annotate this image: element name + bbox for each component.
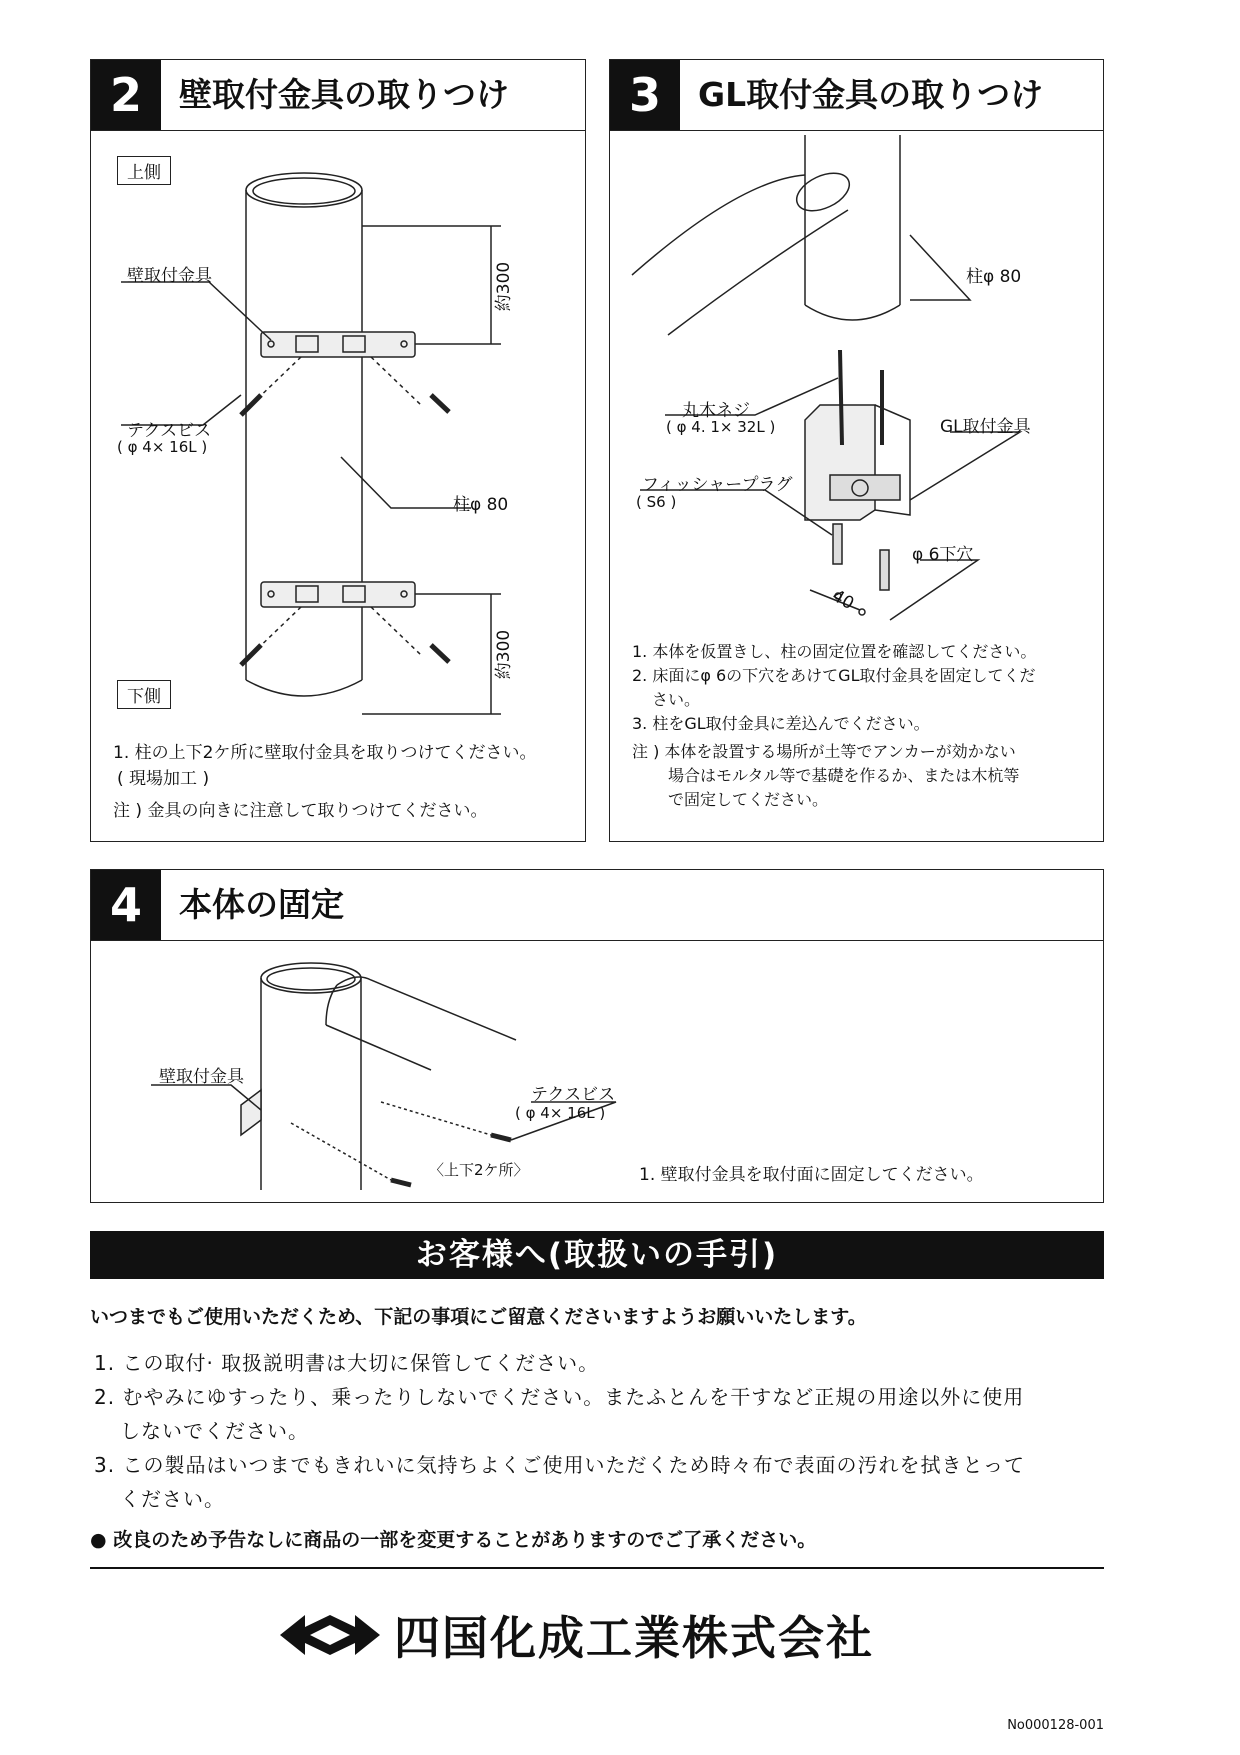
fischer-plug-spec: ( S6 ) xyxy=(636,493,677,511)
section-2-title: 壁取付金具の取りつけ xyxy=(179,75,509,114)
bottom-side-label: 下側 xyxy=(117,680,171,709)
post-diameter-label: 柱φ 80 xyxy=(453,495,509,515)
two-places-label: 〈上下2ケ所〉 xyxy=(429,1161,529,1179)
pilot-hole-label: φ 6下穴 xyxy=(912,545,974,565)
wall-bracket-label: 壁取付金具 xyxy=(159,1067,244,1087)
section-3-panel xyxy=(609,59,1104,842)
section-2-number: 2 xyxy=(91,60,161,130)
wall-bracket-label: 壁取付金具 xyxy=(127,266,212,286)
section-3-number: 3 xyxy=(610,60,680,130)
section-2-step-1: 1. 柱の上下2ケ所に壁取付金具を取りつけてください。 xyxy=(113,743,537,763)
tek-screw-spec: ( φ 4× 16L ) xyxy=(117,438,208,456)
wood-screw-spec: ( φ 4. 1× 32L ) xyxy=(666,418,776,436)
section-3-step-3: 3. 柱をGL取付金具に差込んでください。 xyxy=(632,714,930,733)
improvement-warning: ● 改良のため予告なしに商品の一部を変更することがありますのでご了承ください。 xyxy=(90,1529,817,1551)
customer-intro: いつまでもご使用いただくため、下記の事項にご留意くださいますようお願いいたします。 xyxy=(90,1306,867,1328)
section-4-step-1: 1. 壁取付金具を取付面に固定してください。 xyxy=(639,1165,984,1185)
divider xyxy=(90,1567,1104,1569)
post-diameter-label: 柱φ 80 xyxy=(966,267,1022,287)
body-fixing-diagram xyxy=(91,870,1105,1204)
tek-screw-label: テクスビス xyxy=(127,421,212,441)
customer-guide-banner: お客様へ(取扱いの手引) xyxy=(90,1231,1104,1279)
bottom-dimension-label: 約300 xyxy=(494,629,515,680)
section-3-title: GL取付金具の取りつけ xyxy=(698,75,1044,114)
section-4-title: 本体の固定 xyxy=(179,885,344,924)
section-3-note-3: で固定してください。 xyxy=(668,790,829,809)
top-dimension-label: 約300 xyxy=(494,261,515,312)
section-2-note: 注 ) 金具の向きに注意して取りつけてください。 xyxy=(113,801,488,821)
section-2-panel xyxy=(90,59,586,842)
top-side-label: 上側 xyxy=(117,156,171,185)
customer-notes xyxy=(94,1346,1104,1516)
customer-note-3b: ください。 xyxy=(120,1487,225,1511)
wood-screw-label: 丸木ネジ xyxy=(682,401,750,421)
tek-screw-spec: ( φ 4× 16L ) xyxy=(515,1104,606,1122)
spacing-dimension-label: 40 xyxy=(828,585,858,615)
section-3-note-1: 注 ) 本体を設置する場所が土等でアンカーが効かない xyxy=(632,742,1016,761)
customer-note-2: 2. むやみにゆすったり、乗ったりしないでください。またふとんを干すなど正規の用途以外に使用 xyxy=(94,1385,1025,1409)
company-block xyxy=(280,1605,874,1665)
section-3-step-2b: さい。 xyxy=(652,690,701,709)
section-2-step-1b: ( 現場加工 ) xyxy=(117,769,210,789)
fischer-plug-label: フィッシャープラグ xyxy=(642,475,793,495)
shikoku-logo-icon xyxy=(280,1610,380,1660)
company-name: 四国化成工業株式会社 xyxy=(394,1611,874,1665)
section-3-step-1: 1. 本体を仮置きし、柱の固定位置を確認してください。 xyxy=(632,642,1037,661)
section-3-note-2: 場合はモルタル等で基礎を作るか、または木杭等 xyxy=(668,766,1020,785)
gl-bracket-label: GL取付金具 xyxy=(940,417,1031,437)
section-3-steps xyxy=(632,640,1036,812)
section-3-step-2: 2. 床面にφ 6の下穴をあけてGL取付金具を固定してくだ xyxy=(632,666,1036,685)
section-2-steps xyxy=(113,740,536,824)
tek-screw-label: テクスビス xyxy=(531,1085,616,1105)
customer-note-3: 3. この製品はいつまでもきれいに気持ちよくご使用いただくため時々布で表面の汚れを拭きとって xyxy=(94,1453,1026,1477)
section-4-panel xyxy=(90,869,1104,1203)
section-4-number: 4 xyxy=(91,870,161,940)
document-number: No000128-001 xyxy=(1007,1718,1104,1733)
customer-note-1: 1. この取付· 取扱説明書は大切に保管してください。 xyxy=(94,1351,600,1375)
customer-note-2b: しないでください。 xyxy=(120,1419,309,1443)
